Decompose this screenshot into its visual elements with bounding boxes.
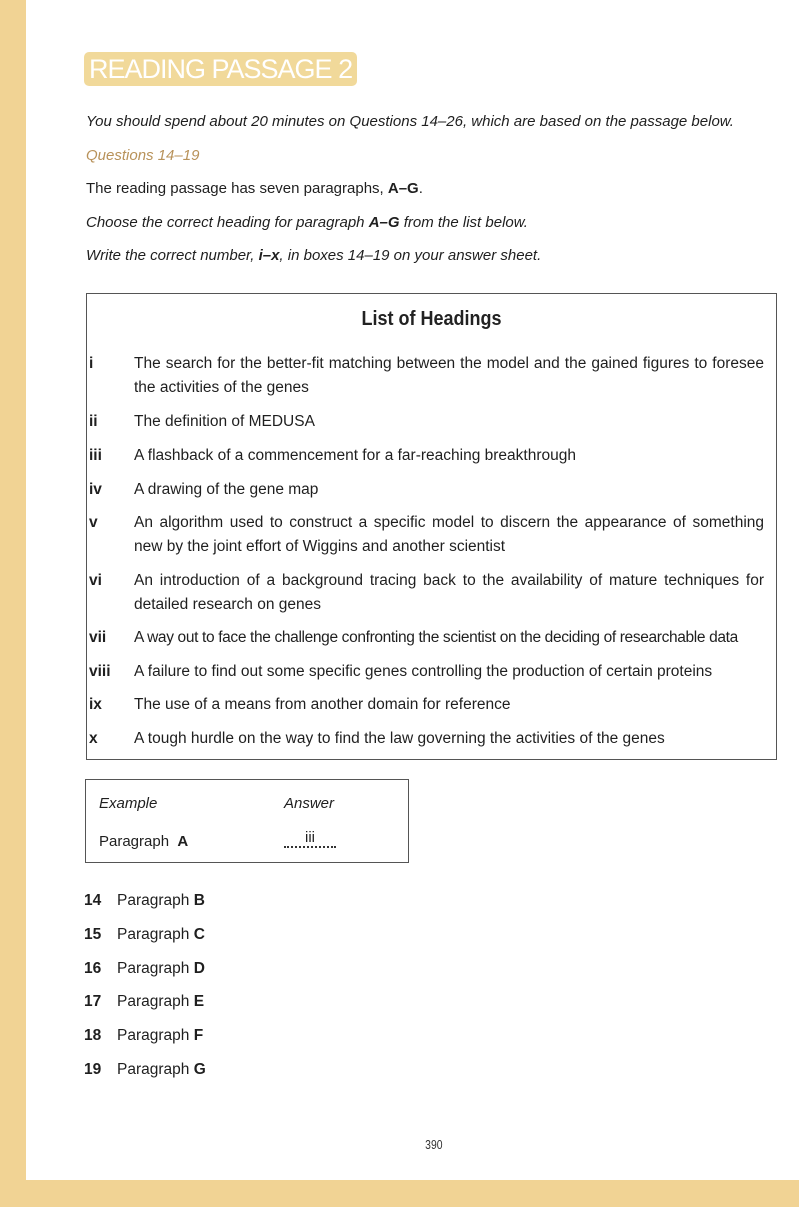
question-text: Paragraph	[117, 926, 190, 943]
question-number: 15	[84, 926, 102, 943]
heading-number: vii	[89, 629, 107, 646]
instruction-line-2	[86, 214, 528, 231]
example-paragraph	[99, 833, 188, 850]
heading-text: The definition of MEDUSA	[134, 413, 315, 430]
heading-text: A tough hurdle on the way to find the law governing the activities of the genes	[134, 730, 665, 747]
section-banner: READING PASSAGE 2	[84, 52, 357, 86]
question-number: 18	[84, 1027, 102, 1044]
page-number: 390	[425, 1137, 443, 1152]
list-of-headings-title: List of Headings	[361, 308, 502, 330]
instruction-text: Write the correct number,	[86, 247, 259, 264]
instruction-line-3	[86, 247, 541, 264]
question-item	[84, 892, 205, 910]
instruction-text: from the list below.	[399, 214, 528, 231]
example-answer: iii	[284, 830, 336, 848]
heading-text: A drawing of the gene map	[134, 481, 319, 498]
example-label: Example	[99, 795, 158, 812]
heading-number: iv	[89, 481, 102, 498]
heading-number: x	[89, 730, 98, 747]
example-box	[85, 779, 409, 863]
instruction-text: .	[418, 180, 423, 197]
heading-number: iii	[89, 447, 102, 464]
instruction-text: , in boxes 14–19 on your answer sheet.	[279, 247, 542, 264]
heading-number: vi	[89, 572, 102, 589]
question-letter: C	[193, 926, 205, 943]
heading-number: v	[89, 514, 98, 531]
question-number: 19	[84, 1061, 102, 1078]
question-text: Paragraph	[117, 1027, 190, 1044]
question-number: 14	[84, 892, 102, 909]
heading-text: The search for the better-fit matching between the model and the gained figures to foresee the activities of the genes	[134, 355, 764, 396]
question-text: Paragraph	[117, 1061, 190, 1078]
example-paragraph-text: Paragraph	[99, 833, 170, 850]
question-letter: B	[193, 892, 205, 909]
heading-text: A way out to face the challenge confronting the scientist on the deciding of researchable data	[134, 629, 738, 646]
heading-text: An introduction of a background tracing back to the availability of mature techniques for detailed research on genes	[134, 572, 764, 613]
heading-number: ii	[89, 413, 98, 430]
heading-number: ix	[89, 696, 102, 713]
heading-text: A failure to find out some specific genes controlling the production of certain proteins	[134, 663, 713, 680]
heading-number: viii	[89, 663, 111, 680]
question-item	[84, 960, 205, 978]
question-letter: D	[193, 960, 205, 977]
instruction-text: The reading passage has seven paragraphs,	[86, 180, 388, 197]
question-item	[84, 1027, 203, 1045]
intro-text: You should spend about 20 minutes on Questions 14–26, which are based on the passage below.	[86, 113, 734, 130]
question-text: Paragraph	[117, 960, 190, 977]
heading-text: A flashback of a commencement for a far-reaching breakthrough	[134, 447, 576, 464]
question-number: 16	[84, 960, 102, 977]
instruction-bold: i–x	[258, 247, 280, 264]
question-letter: G	[193, 1061, 206, 1078]
question-item	[84, 1061, 206, 1079]
question-number: 17	[84, 993, 102, 1010]
list-of-headings-box	[86, 293, 777, 760]
instruction-bold: A–G	[368, 214, 400, 231]
question-letter: E	[193, 993, 205, 1010]
example-paragraph-letter: A	[177, 833, 189, 850]
instruction-line-1	[86, 180, 423, 197]
heading-number: i	[89, 355, 94, 372]
question-text: Paragraph	[117, 892, 190, 909]
answer-label: Answer	[284, 795, 335, 812]
instruction-text: Choose the correct heading for paragraph	[86, 214, 369, 231]
questions-range: Questions 14–19	[86, 147, 200, 164]
heading-text: The use of a means from another domain for reference	[134, 696, 511, 713]
instruction-bold: A–G	[387, 180, 419, 197]
question-text: Paragraph	[117, 993, 190, 1010]
heading-text: An algorithm used to construct a specific model to discern the appearance of something new by the joint effort of Wiggins and another scientist	[134, 514, 764, 555]
question-item	[84, 926, 205, 944]
question-item	[84, 993, 204, 1011]
question-letter: F	[193, 1027, 204, 1044]
